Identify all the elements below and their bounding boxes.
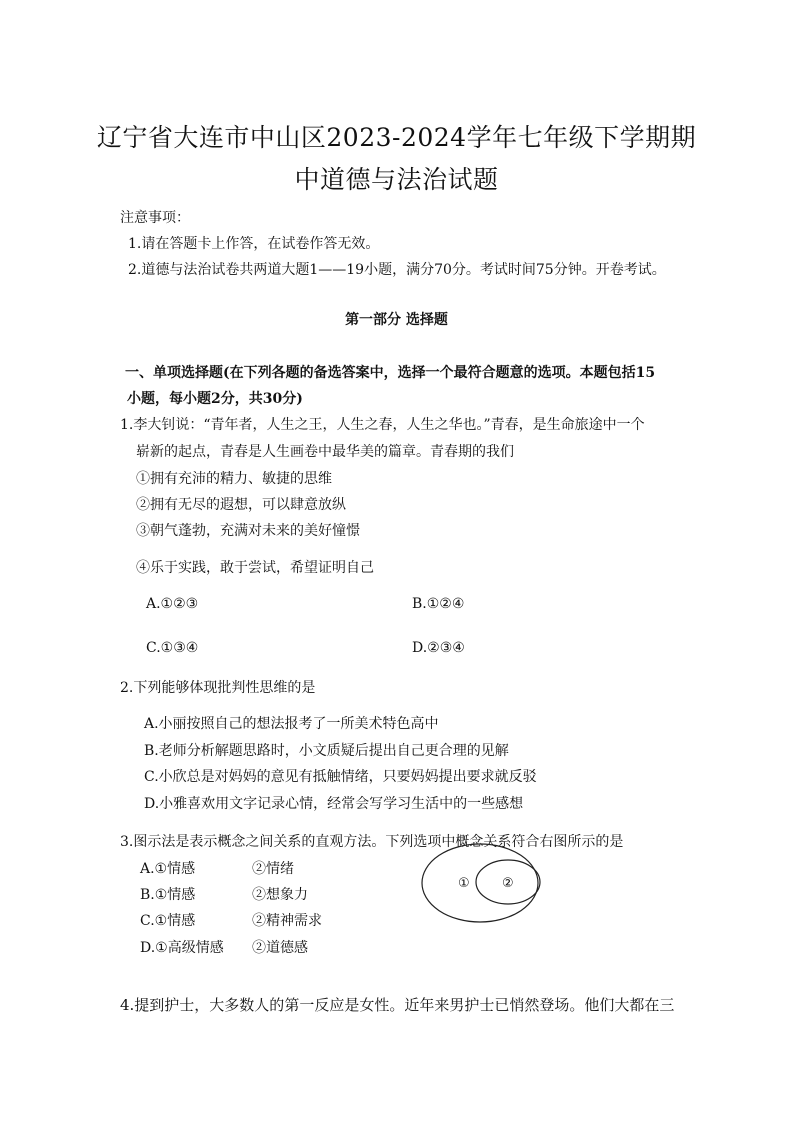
q1-stem-line1: 1.李大钊说：“青年者，人生之王，人生之春，人生之华也。”青春，是生命旅途中一个 [120,417,645,433]
q1-option-b: B.①②④ [412,596,465,612]
q2-option-c: C.小欣总是对妈妈的意见有抵触情绪，只要妈妈提出要求就反驳 [144,769,537,785]
q1-option-c: C.①③④ [146,640,199,656]
section1-instruction-line2: 小题，每小题2分，共30分) [127,391,303,407]
exam-title-line1: 辽宁省大连市中山区2023-2024学年七年级下学期期 [96,123,697,152]
venn-diagram [418,840,548,926]
q1-item-2: ②拥有无尽的遐想，可以肆意放纵 [136,497,346,513]
venn-outer-ellipse [422,844,538,922]
q3-option-a-second: ②情绪 [252,861,294,877]
q3-option-d-second: ②道德感 [252,940,308,956]
venn-outer-label: ① [458,876,470,891]
q3-option-b-second: ②想象力 [252,887,308,903]
q3-option-b-first: B.①情感 [140,887,196,903]
q1-option-d: D.②③④ [412,640,465,656]
q3-option-c-first: C.①情感 [140,913,196,929]
q1-item-4: ④乐于实践，敢于尝试，希望证明自己 [136,560,374,576]
q4-stem: 4.提到护士，大多数人的第一反应是女性。近年来男护士已悄然登场。他们大都在三 [120,996,675,1014]
q3-option-c-second: ②精神需求 [252,913,322,929]
q3-option-d-first: D.①高级情感 [140,940,224,956]
exam-title-line2: 中道德与法治试题 [294,165,499,194]
q2-option-d: D.小雅喜欢用文字记录心情，经常会写学习生活中的一些感想 [144,796,524,812]
q2-option-a: A.小丽按照自己的想法报考了一所美术特色高中 [144,716,439,732]
notice-heading: 注意事项： [120,210,190,226]
q2-option-b: B.老师分析解题思路时，小文质疑后提出自己更合理的见解 [144,743,509,759]
notice-item-1: 1.请在答题卡上作答，在试卷作答无效。 [128,236,380,252]
part1-title: 第一部分 选择题 [345,312,448,328]
q3-option-a-first: A.①情感 [140,861,196,877]
q1-item-3: ③朝气蓬勃，充满对未来的美好憧憬 [136,523,360,539]
notice-item-2: 2.道德与法治试卷共两道大题1——19小题，满分70分。考试时间75分钟。开卷考试。 [128,262,666,278]
q1-item-1: ①拥有充沛的精力、敏捷的思维 [136,471,332,487]
venn-inner-label: ② [502,876,514,891]
q1-stem-line2: 崭新的起点，青春是人生画卷中最华美的篇章。青春期的我们 [136,444,514,460]
q3-stem: 3.图示法是表示概念之间关系的直观方法。下列选项中概念关系符合右图所示的是 [120,834,624,850]
section1-instruction-line1: 一、单项选择题(在下列各题的备选答案中，选择一个最符合题意的选项。本题包括15 [125,365,656,381]
q1-option-a: A.①②③ [146,596,199,612]
q2-stem: 2.下列能够体现批判性思维的是 [120,680,316,696]
